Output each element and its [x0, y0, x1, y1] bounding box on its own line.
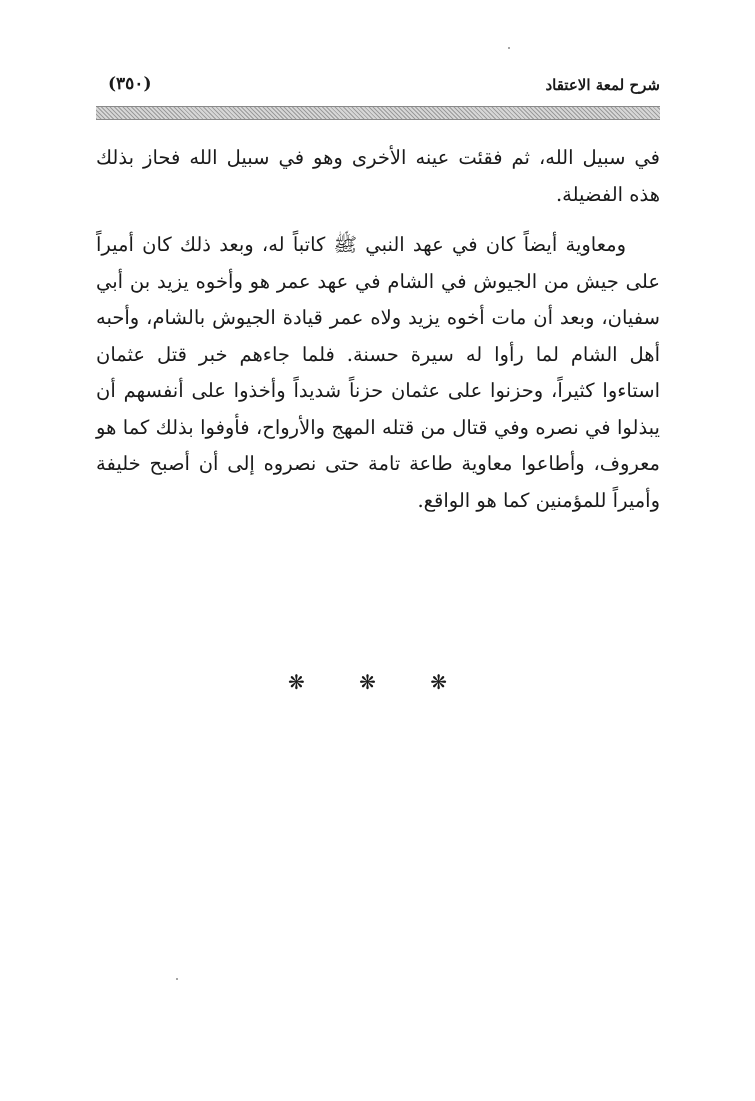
separator-asterism-icon: ❋	[430, 670, 467, 694]
separator-asterism-icon: ❋	[287, 670, 325, 694]
book-title: شرح لمعة الاعتقاد	[545, 76, 660, 94]
paragraph-continuation: في سبيل الله، ثم فقئت عينه الأخرى وهو في سبيل الله فحاز بذلك هذه الفضيلة.	[96, 146, 660, 206]
paragraph-muawiya: ومعاوية أيضاً كان في عهد النبي ﷺ كاتباً له، وبعد ذلك كان أميراً على جيش من الجيوش في الشام في عهد عمر هو وأخوه يزيد بن أبي سفيان، وبعد أن مات أخوه يزيد ولاه عمر قيادة الجيوش بالشام، وأحبه أهل الشام لما رأوا له سيرة حسنة. فلما جاءهم خبر قتل عثمان استاءوا كثيراً، وحزنوا على عثمان حزناً شديداً وأخذوا على أنفسهم أن يبذلوا في نصره وفي قتال من قتله المهج والأرواح، فأوفوا بذلك كما هو معروف، وأطاعوا معاوية طاعة تامة حتى نصروه إلى أن أصبح خليفة وأميراً للمؤمنين كما هو الواقع.	[96, 233, 660, 512]
body-text	[96, 140, 660, 519]
section-separator	[0, 670, 755, 694]
scan-speck	[176, 978, 178, 980]
scan-speck	[508, 47, 510, 49]
page-number: (٣٥٠)	[108, 74, 152, 94]
separator-asterism-icon: ❋	[359, 670, 396, 694]
running-header	[96, 72, 660, 102]
header-rule	[96, 106, 660, 120]
